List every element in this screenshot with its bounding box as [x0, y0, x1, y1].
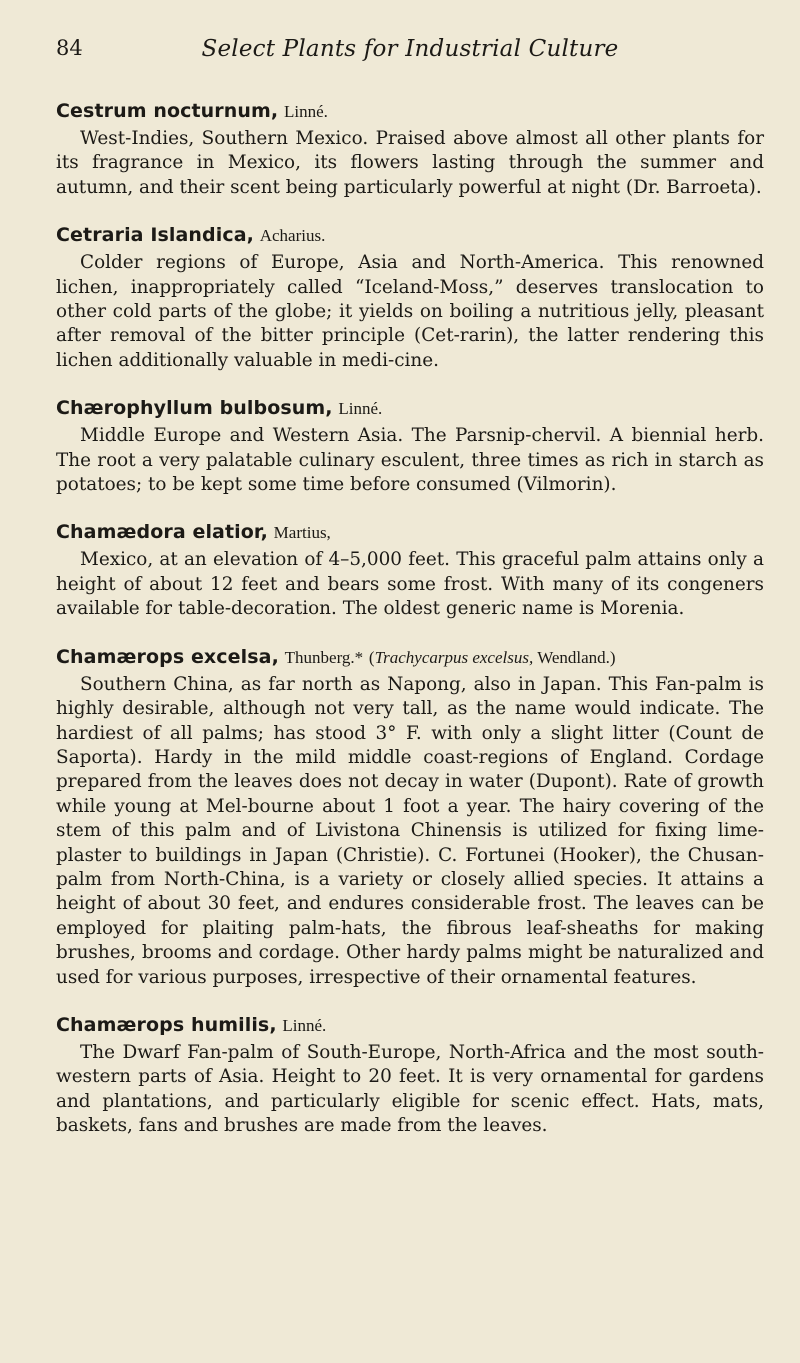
running-title: Select Plants for Industrial Culture: [201, 36, 619, 62]
entry-body: Colder regions of Europe, Asia and North-America. This renowned lichen, inappropriately called “Iceland-Moss,” deserves translocation to other cold parts of the globe; it yields on boiling a nutritious jelly, pleasant after removal of the bitter principle (Cet-rarin), the latter rendering this lichen additionally valuable in medi-cine.: [56, 252, 764, 371]
entry-heading: [56, 519, 764, 546]
entry-heading: [56, 1012, 764, 1039]
entry-heading: [56, 222, 764, 249]
entry-body: Southern China, as far north as Napong, also in Japan. This Fan-palm is highly desirable, although not very tall, as the name would indicate. The hardiest of all palms; has stood 3° F. with only a slight litter (Count de Saporta). Hardy in the mild middle coast-regions of England. Cordage prepared from the leaves does not decay in water (Dupont). Rate of growth while young at Mel-bourne about 1 foot a year. The hairy covering of the stem of this palm and of Livistona Chinensis is utilized for fixing lime-plaster to buildings in Japan (Christie). C. Fortunei (Hooker), the Chusan-palm from North-China, is a variety or closely allied species. It attains a height of about 30 feet, and endures considerable frost. The leaves can be employed for plaiting palm-hats, the fibrous leaf-sheaths for making brushes, brooms and cordage. Other hardy palms might be naturalized and used for various purposes, irrespective of their ornamental features.: [56, 673, 764, 988]
entry-authority: Acharius.: [259, 226, 326, 246]
entry-chaerophyllum-bulbosum: [56, 395, 764, 497]
entry-name: Cetraria Islandica,: [56, 224, 254, 247]
synonym-open-paren: (: [368, 647, 375, 667]
entry-body: The Dwarf Fan-palm of South-Europe, North-Africa and the most south-western parts of Asia. Height to 20 feet. It is very ornamental for gardens and plantations, and particularly eligible for scenic effect. Hats, mats, baskets, fans and brushes are made from the leaves.: [56, 1041, 764, 1137]
entry-heading: [56, 644, 764, 671]
entry-chamaedora-elatior: [56, 519, 764, 621]
entry-body: Mexico, at an elevation of 4–5,000 feet. This graceful palm attains only a height of about 12 feet and bears some frost. With many of its congeners available for table-decoration. The oldest generic name is Morenia.: [56, 549, 764, 620]
entry-authority: Linné.: [282, 1015, 327, 1035]
entry-name: Cestrum nocturnum,: [56, 100, 279, 122]
entry-authority: Thunberg.*: [284, 647, 364, 667]
entry-name: Chamærops excelsa,: [56, 645, 279, 668]
entry-body: Middle Europe and Western Asia. The Parsnip-chervil. A biennial herb. The root a very palatable culinary esculent, three times as rich in starch as potatoes; to be kept some time before consumed (Vilmorin).: [56, 425, 764, 496]
entry-cestrum-nocturnum: [56, 98, 764, 200]
entry-authority: Linné.: [338, 399, 383, 419]
entry-name: Chamærops humilis,: [56, 1013, 277, 1036]
entry-cetraria-islandica: [56, 222, 764, 373]
running-head: [56, 36, 764, 76]
entry-name: Chærophyllum bulbosum,: [56, 397, 333, 420]
entry-body: West-Indies, Southern Mexico. Praised above almost all other plants for its fragrance in Mexico, its flowers lasting through the summer and autumn, and their scent being particularly powerful at night (Dr. Barroeta).: [56, 128, 764, 198]
entry-chamaerops-humilis: [56, 1012, 764, 1139]
entry-authority: Linné.: [283, 102, 328, 121]
page-number: 84: [56, 36, 83, 60]
entry-heading: [56, 395, 764, 422]
entry-name: Chamædora elatior,: [56, 521, 268, 544]
entry-synonym: [369, 648, 616, 667]
synonym-name: Trachycarpus excelsus,: [374, 647, 534, 667]
entry-heading: [56, 98, 764, 125]
synonym-author: Wendland.): [537, 647, 616, 667]
entry-chamaerops-excelsa: [56, 644, 764, 990]
entry-authority: Martius,: [273, 523, 331, 543]
